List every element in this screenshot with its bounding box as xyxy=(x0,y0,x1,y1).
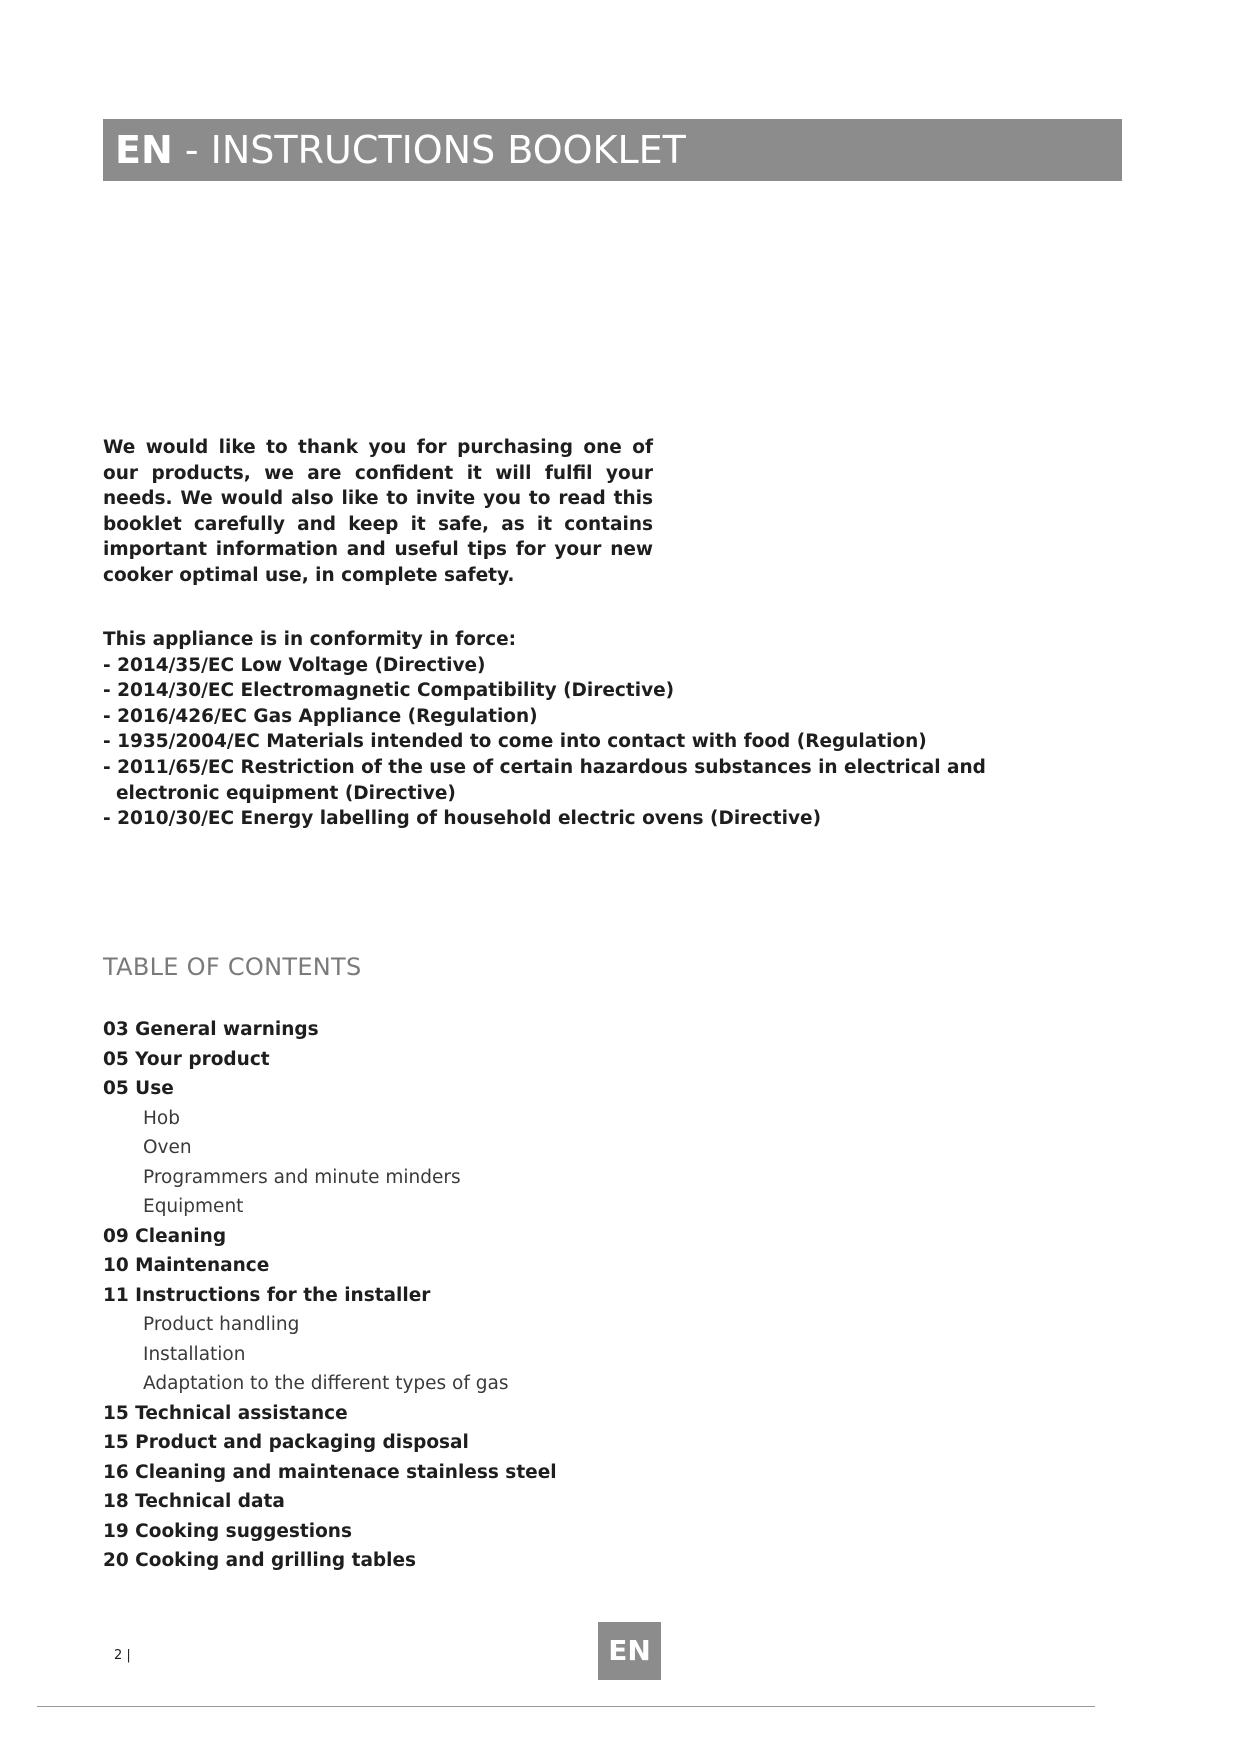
conformity-item: - 2014/30/EC Electromagnetic Compatibility (Directive) xyxy=(103,680,675,702)
toc-entry: 03 General warnings xyxy=(103,1019,319,1040)
conformity-block xyxy=(103,627,1003,832)
toc-subentry: Equipment xyxy=(143,1196,244,1217)
conformity-item: - 2016/426/EC Gas Appliance (Regulation) xyxy=(103,705,538,727)
toc-subentry: Product handling xyxy=(143,1314,300,1335)
toc-subentry: Adaptation to the different types of gas xyxy=(143,1373,509,1394)
conformity-item-continued: electronic equipment (Directive) xyxy=(116,782,456,804)
language-badge: EN xyxy=(598,1622,661,1680)
toc-entry: 19 Cooking suggestions xyxy=(103,1520,352,1542)
toc-subentry: Hob xyxy=(143,1107,180,1129)
toc-subentry: Oven xyxy=(143,1137,192,1158)
toc-entry: 15 Product and packaging disposal xyxy=(103,1432,469,1453)
toc-entry: 05 Your product xyxy=(103,1048,270,1070)
page-number: 2 | xyxy=(114,1648,131,1663)
header-lang-code: EN xyxy=(115,128,173,172)
intro-paragraph: We would like to thank you for purchasing one of our products, we are confident it will fulfil your needs. We would also like to invite you to read this booklet carefully and keep it safe, as it contains important information and useful tips for your new cooker optimal use, in complete safety. xyxy=(103,437,653,586)
conformity-item: - 2010/30/EC Energy labelling of household electric ovens (Directive) xyxy=(103,808,822,830)
table-of-contents xyxy=(103,1015,803,1576)
conformity-item: - 1935/2004/EC Materials intended to come into contact with food (Regulation) xyxy=(103,731,927,753)
bottom-divider xyxy=(37,1706,1095,1707)
toc-entry: 09 Cleaning xyxy=(103,1225,227,1247)
toc-entry: 16 Cleaning and maintenace stainless steel xyxy=(103,1461,557,1483)
toc-title: TABLE OF CONTENTS xyxy=(103,953,362,981)
conformity-item: - 2014/35/EC Low Voltage (Directive) xyxy=(103,654,486,676)
toc-entry: 05 Use xyxy=(103,1078,174,1099)
toc-entry: 11 Instructions for the installer xyxy=(103,1284,431,1306)
toc-entry: 18 Technical data xyxy=(103,1491,285,1512)
toc-subentry: Programmers and minute minders xyxy=(143,1166,461,1188)
header-title: - INSTRUCTIONS BOOKLET xyxy=(172,128,686,172)
toc-entry: 15 Technical assistance xyxy=(103,1402,348,1424)
toc-subentry: Installation xyxy=(143,1343,246,1365)
toc-entry: 10 Maintenance xyxy=(103,1255,270,1276)
conformity-heading: This appliance is in conformity in force: xyxy=(103,629,517,650)
toc-entry: 20 Cooking and grilling tables xyxy=(103,1550,417,1571)
conformity-item: - 2011/65/EC Restriction of the use of certain hazardous substances in electrical and xyxy=(103,756,986,778)
header-bar xyxy=(103,119,1122,181)
